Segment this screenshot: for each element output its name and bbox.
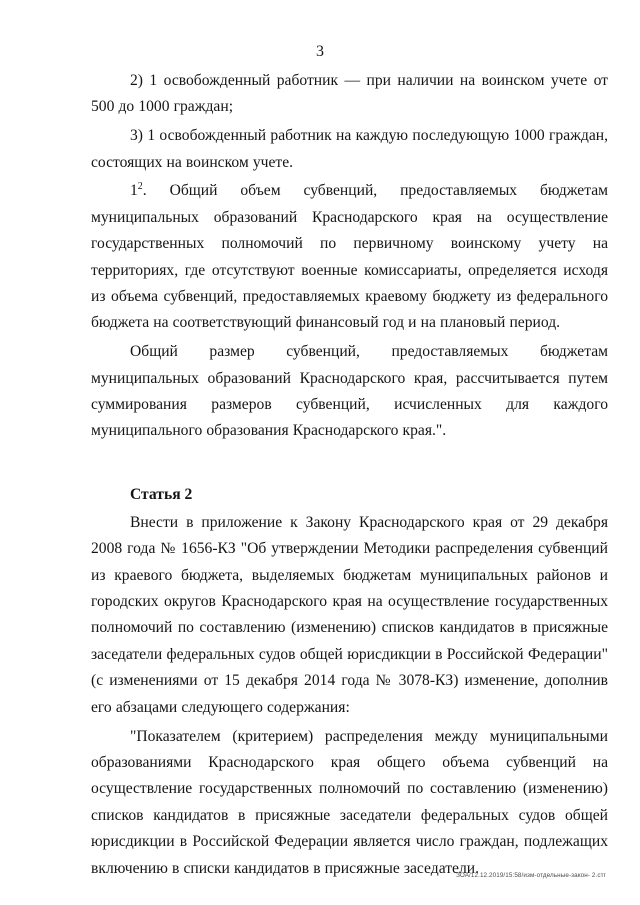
paragraph-total-size: Общий размер субвенций, предоставляемых бюджетам муниципальных образований Краснодарского края, рассчитывается путем суммирования размеров субвенций, исчисленных для каждого муниципального образования Краснодарского края.". (91, 343, 608, 440)
footer-file-stamp: ЗОА/12.12.2019/15:58/изм-отдельные-закон- 2.стг (456, 872, 606, 879)
page-number: 3 (316, 43, 324, 60)
clause-text: . Общий объем субвенций, предоставляемых бюджетам муниципальных образований Краснодарского края на осуществление государственных полномочий по первичному воинскому учету на территориях, где отсутствуют военные комиссариаты, определяется исходя из объема субвенций, предоставляемых краевому бюджету из федерального бюджета на соответствующий финансовый год и на плановый период. (91, 182, 608, 332)
paragraph-item-2: 2) 1 освобожденный работник — при наличии на воинском учете от 500 до 1000 граждан; (91, 72, 608, 116)
article-2-paragraph-amendment: Внести в приложение к Закону Краснодарского края от 29 декабря 2008 года № 1656-КЗ "Об утверждении Методики распределения субвенций из краевого бюджета, выделяемых бюджетам муниципальных районов и городских округов Краснодарского края на осуществление государственных полномочий по составлению (изменению) списков кандидатов в присяжные заседатели федеральных судов общей юрисдикции в Российской Федерации" (с изменениями от 15 декабря 2014 года № 3078-КЗ) изменение, дополнив его абзацами следующего содержания: (91, 513, 608, 716)
article-2-heading: Статья 2 (130, 485, 193, 503)
clause-number: 1 (130, 182, 138, 200)
paragraph-item-3: 3) 1 освобожденный работник на каждую последующую 1000 граждан, состоящих на воинском учете. (91, 127, 608, 171)
clause-1-2 (91, 178, 608, 336)
clause-superscript: 2 (137, 181, 143, 193)
article-2-paragraph-indicator: "Показателем (критерием) распределения между муниципальными образованиями Краснодарского края общего объема субвенций на осуществление государственных полномочий по составлению (изменению) списков кандидатов в присяжные заседатели федеральных судов общей юрисдикции в Российской Федерации является число граждан, подлежащих включению в списки кандидатов в присяжные заседатели. (91, 727, 608, 877)
document-body (91, 68, 608, 884)
